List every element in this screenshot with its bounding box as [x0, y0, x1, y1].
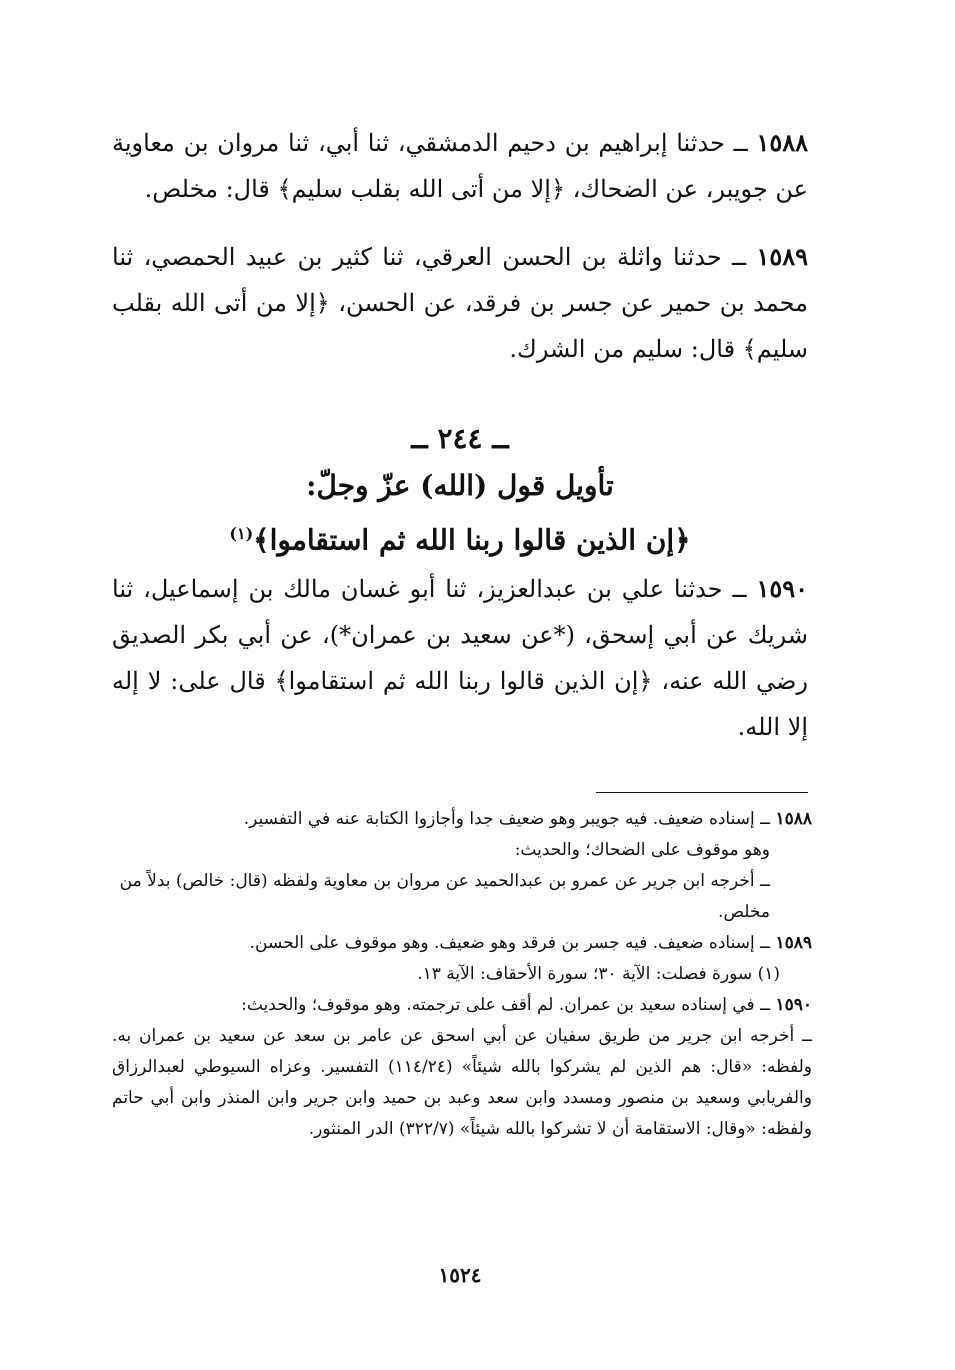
- footnote-line: وهو موقوف على الضحاك؛ والحديث:: [514, 840, 770, 860]
- hadith-text: ــ حدثنا واثلة بن الحسن العرقي، ثنا كثير بن عبيد الحمصي، ثنا محمد بن حمير عن جسر بن فرقد، عن الحسن، ﴿إلا من أتى الله بقلب سليم﴾ قال: سليم من الشرك.: [112, 243, 808, 363]
- hadith-number: ١٥٨٩: [756, 242, 808, 271]
- section-number: ــ ٢٤٤ ــ: [411, 422, 509, 455]
- footnote-1589: [112, 928, 812, 959]
- section-verse: [112, 514, 808, 560]
- page-number: ١٥٢٤: [438, 1263, 482, 1287]
- footnote-number: ١٥٩٠: [775, 995, 812, 1015]
- hadith-number: ١٥٩٠: [756, 574, 808, 603]
- footnote-line: ــ أخرجه ابن جرير عن عمرو بن عبدالحميد عن مروان بن معاوية ولفظه (قال: خالص) بدلاً من مخلص.: [119, 871, 770, 922]
- footnote-ref: (١): [229, 524, 254, 543]
- hadith-number: ١٥٨٨: [756, 128, 808, 157]
- main-text: [112, 120, 808, 394]
- hadith-1589: [112, 234, 808, 372]
- footnote-line: ــ أخرجه ابن جرير من طريق سفيان عن أبي اسحق عن عامر بن سعد عن سعيد بن عمران به. ولفظه: «قال: هم الذين لم يشركوا بالله شيئاً» (١١٤/٢٤) التفسير. وعزاه السيوطي لعبدالرزاق والفريابي وسعيد بن منصور ومسدد وابن سعد وعبد بن حميد وابن جرير وابن المنذر وابن أبي حاتم ولفظه: «وقال: الاستقامة أن لا تشركوا بالله شيئاً» (٣٢٢/٧) الدر المنثور.: [112, 1026, 812, 1139]
- section-title: تأويل قول (الله) عزّ وجلّ:: [306, 469, 614, 502]
- footnote-1: (١) سورة فصلت: الآية ٣٠؛ سورة الأحقاف: الآية ١٣.: [417, 964, 780, 984]
- footnote-line: ــ إسناده ضعيف. فيه جويبر وهو ضعيف جدا وأجازوا الكتابة عنه في التفسير.: [243, 809, 771, 829]
- footnotes: [112, 804, 812, 1145]
- footnote-number: ١٥٨٩: [775, 933, 812, 953]
- footnote-1590: [112, 990, 812, 1021]
- main-text-2: [112, 566, 808, 772]
- footnote-separator: [596, 792, 808, 793]
- hadith-text: ــ حدثنا علي بن عبدالعزيز، ثنا أبو غسان مالك بن إسماعيل، ثنا شريك عن أبي إسحق، (*عن سعيد بن عمران*)، عن أبي بكر الصديق رضي الله عنه، ﴿إن الذين قالوا ربنا الله ثم استقاموا﴾ قال على: لا إله إلا الله.: [112, 575, 808, 741]
- verse-text: ﴿إن الذين قالوا ربنا الله ثم استقاموا﴾: [253, 523, 691, 557]
- footnote-number: ١٥٨٨: [775, 809, 812, 829]
- footnote-1588: [112, 804, 812, 835]
- footnote-line: ــ في إسناده سعيد بن عمران. لم أقف على ترجمته. وهو موقوف؛ والحديث:: [241, 995, 771, 1015]
- hadith-1588: [112, 120, 808, 212]
- footnote-line: ــ إسناده ضعيف. فيه جسر بن فرقد وهو ضعيف. وهو موقوف على الحسن.: [249, 933, 771, 953]
- hadith-text: ــ حدثنا إبراهيم بن دحيم الدمشقي، ثنا أبي، ثنا مروان بن معاوية عن جويبر، عن الضحاك، ﴿إلا من أتى الله بقلب سليم﴾ قال: مخلص.: [112, 129, 808, 203]
- hadith-1590: [112, 566, 808, 750]
